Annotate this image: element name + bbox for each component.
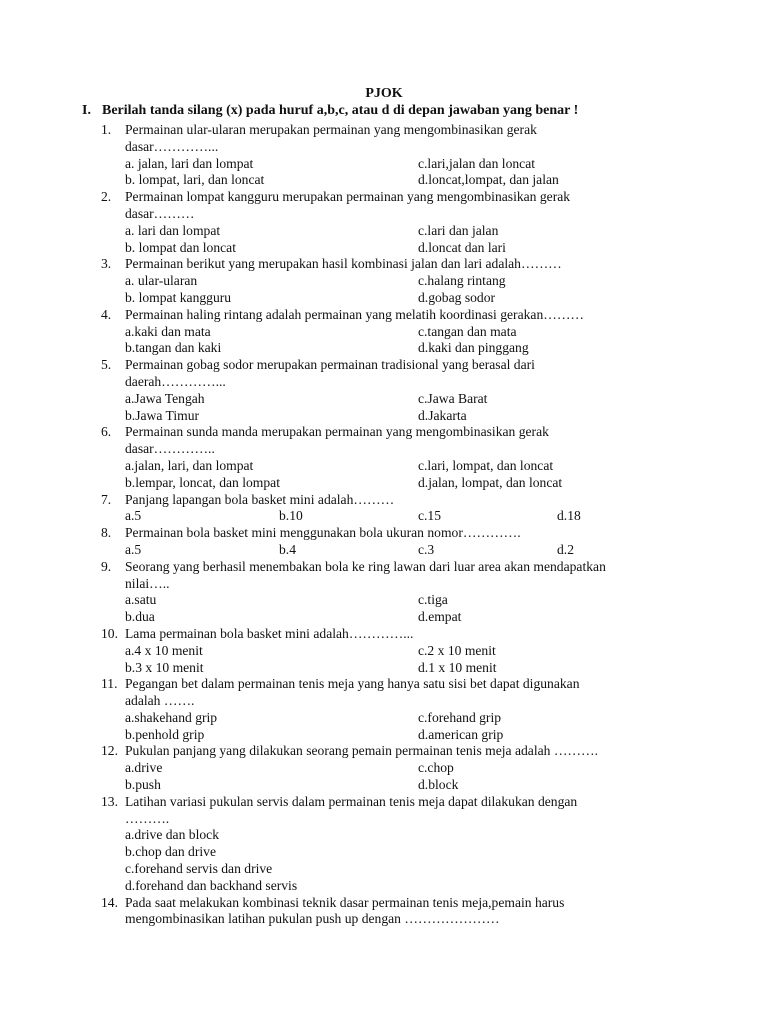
question-text-continued: dasar……… <box>125 205 195 221</box>
question-line <box>0 424 768 441</box>
answer-option: a. lari dan lompat <box>125 222 221 238</box>
answer-option: b.Jawa Timur <box>125 407 200 423</box>
question-number-text: 6. <box>101 424 112 440</box>
answer-option: d.2 <box>557 541 574 557</box>
question-item <box>0 559 768 626</box>
answer-option: b. lompat dan loncat <box>125 239 236 255</box>
answer-option: d.Jakarta <box>418 407 467 423</box>
answer-option: b.dua <box>125 609 155 625</box>
answer-option: d.gobag sodor <box>418 289 496 305</box>
question-line <box>0 743 768 760</box>
question-number <box>0 626 125 643</box>
options-row <box>0 592 768 609</box>
question-number-text: 3. <box>101 256 112 272</box>
question-text: Lama permainan bola basket mini adalah…………... <box>125 625 414 641</box>
answer-option: d.loncat dan lari <box>418 239 506 255</box>
question-list <box>0 122 768 928</box>
question-item <box>0 525 768 559</box>
answer-option: c.tangan dan mata <box>418 323 517 339</box>
answer-option: c.lari, lompat, dan loncat <box>418 457 554 473</box>
answer-option: d.kaki dan pinggang <box>418 340 529 356</box>
answer-option: c.halang rintang <box>418 273 506 289</box>
question-line <box>0 794 768 811</box>
question-line <box>0 676 768 693</box>
options-row <box>0 240 768 257</box>
answer-option: c.forehand servis dan drive <box>125 861 273 877</box>
question-number-text: 13. <box>101 793 118 809</box>
options-row <box>0 324 768 341</box>
answer-option: d.empat <box>418 609 462 625</box>
options-row <box>0 172 768 189</box>
answer-option: b. lompat, lari, dan loncat <box>125 172 265 188</box>
answer-option: d.block <box>418 777 459 793</box>
question-number <box>0 256 125 273</box>
answer-option: b.tangan dan kaki <box>125 340 222 356</box>
question-item <box>0 424 768 491</box>
question-number-text: 7. <box>101 491 112 507</box>
question-item <box>0 794 768 895</box>
answer-option: a.5 <box>125 541 142 557</box>
answer-option: b.10 <box>279 508 303 524</box>
question-text: Seorang yang berhasil menembakan bola ke ring lawan dari luar area akan mendapatkan <box>125 558 606 574</box>
question-item <box>0 189 768 256</box>
options-row <box>0 408 768 425</box>
section-numeral: I. <box>82 103 91 118</box>
answer-option: b.push <box>125 777 161 793</box>
question-number-text: 4. <box>101 306 112 322</box>
options-row <box>0 156 768 173</box>
options-row <box>0 643 768 660</box>
question-number <box>0 895 125 912</box>
answer-option: b.lempar, loncat, dan lompat <box>125 474 280 490</box>
options-row <box>0 273 768 290</box>
answer-option: c.3 <box>418 541 435 557</box>
question-number <box>0 794 125 811</box>
question-text-continued: nilai….. <box>125 575 170 591</box>
options-row <box>0 290 768 307</box>
question-number-text: 12. <box>101 743 118 759</box>
question-text: Permainan lompat kangguru merupakan permainan yang mengombinasikan gerak <box>125 189 571 205</box>
answer-option: a.drive dan block <box>125 827 219 843</box>
instruction-text: Berilah tanda silang (x) pada huruf a,b,c, atau d di depan jawaban yang benar ! <box>102 103 579 118</box>
question-text: Pada saat melakukan kombinasi teknik dasar permainan tenis meja,pemain harus <box>125 894 565 910</box>
question-item <box>0 357 768 424</box>
question-number <box>0 743 125 760</box>
question-number <box>0 559 125 576</box>
question-item <box>0 895 768 929</box>
options-row <box>0 777 768 794</box>
question-number-text: 14. <box>101 894 118 910</box>
answer-option: a.shakehand grip <box>125 709 218 725</box>
answer-option: c.forehand grip <box>418 709 502 725</box>
question-text-continued: adalah ……. <box>125 693 195 709</box>
answer-option: d.forehand dan backhand servis <box>125 877 298 893</box>
answer-option: b.4 <box>279 541 296 557</box>
options-row <box>0 391 768 408</box>
question-text: Permainan haling rintang adalah permainan yang melatih koordinasi gerakan……… <box>125 306 585 322</box>
question-number <box>0 307 125 324</box>
question-number <box>0 357 125 374</box>
answer-option: a.Jawa Tengah <box>125 390 205 406</box>
options-row <box>0 727 768 744</box>
answer-option: c.Jawa Barat <box>418 390 488 406</box>
question-text: Latihan variasi pukulan servis dalam permainan tenis meja dapat dilakukan dengan <box>125 793 578 809</box>
answer-option: c.tiga <box>418 592 448 608</box>
question-line <box>0 525 768 542</box>
question-text: Panjang lapangan bola basket mini adalah……… <box>125 491 395 507</box>
question-number <box>0 676 125 693</box>
document-title: PJOK <box>365 86 403 101</box>
options-row <box>0 542 768 559</box>
question-item <box>0 256 768 306</box>
question-line <box>0 559 768 576</box>
question-line <box>0 122 768 139</box>
question-number-text: 11. <box>101 676 118 692</box>
question-item <box>0 676 768 743</box>
question-line <box>0 626 768 643</box>
answer-option: a.kaki dan mata <box>125 323 211 339</box>
answer-option: b.3 x 10 menit <box>125 659 204 675</box>
question-text: Permainan sunda manda merupakan permainan yang mengombinasikan gerak <box>125 424 549 440</box>
question-item <box>0 492 768 526</box>
question-line <box>0 189 768 206</box>
answer-option: d.1 x 10 menit <box>418 659 497 675</box>
question-number <box>0 122 125 139</box>
question-text: Permainan berikut yang merupakan hasil kombinasi jalan dan lari adalah……… <box>125 256 562 272</box>
question-item <box>0 743 768 793</box>
answer-option: b.chop dan drive <box>125 844 216 860</box>
answer-option: c.15 <box>418 508 442 524</box>
options-row <box>0 340 768 357</box>
question-number-text: 1. <box>101 122 112 137</box>
question-line <box>0 256 768 273</box>
answer-option: a.jalan, lari, dan lompat <box>125 457 254 473</box>
question-text: Pegangan bet dalam permainan tenis meja yang hanya satu sisi bet dapat digunakan <box>125 676 580 692</box>
question-text-continued: daerah…………... <box>125 373 226 389</box>
question-line <box>0 307 768 324</box>
answer-option: a. jalan, lari dan lompat <box>125 155 254 171</box>
options-row <box>0 223 768 240</box>
options-row <box>0 660 768 677</box>
section-instruction <box>82 103 578 120</box>
question-number <box>0 189 125 206</box>
question-item <box>0 307 768 357</box>
question-text-continued: mengombinasikan latihan pukulan push up dengan ………………… <box>125 911 500 927</box>
answer-option: b. lompat kangguru <box>125 289 232 305</box>
answer-option: a.4 x 10 menit <box>125 642 203 658</box>
question-number-text: 10. <box>101 625 118 641</box>
question-number <box>0 424 125 441</box>
answer-option: d.loncat,lompat, dan jalan <box>418 172 559 188</box>
options-row <box>0 475 768 492</box>
question-number <box>0 492 125 509</box>
question-text: Permainan ular-ularan merupakan permainan yang mengombinasikan gerak <box>125 122 537 137</box>
answer-option: c.lari dan jalan <box>418 222 499 238</box>
answer-option: d.18 <box>557 508 581 524</box>
answer-option: a.satu <box>125 592 157 608</box>
question-number-text: 9. <box>101 558 112 574</box>
answer-option: a.drive <box>125 760 163 776</box>
question-text: Permainan bola basket mini menggunakan bola ukuran nomor…………. <box>125 525 521 541</box>
question-text-continued: dasar………….. <box>125 441 215 457</box>
question-number-text: 5. <box>101 357 112 373</box>
question-text-continued: ………. <box>125 810 170 826</box>
question-text: Pukulan panjang yang dilakukan seorang pemain permainan tenis meja adalah ………. <box>125 743 599 759</box>
question-number <box>0 525 125 542</box>
answer-option: c.chop <box>418 760 454 776</box>
question-number-text: 8. <box>101 525 112 541</box>
question-number-text: 2. <box>101 189 112 205</box>
answer-option: c.lari,jalan dan loncat <box>418 155 536 171</box>
question-item <box>0 626 768 676</box>
question-line <box>0 492 768 509</box>
options-row <box>0 760 768 777</box>
options-row <box>0 458 768 475</box>
options-row <box>0 508 768 525</box>
question-line <box>0 895 768 912</box>
answer-option: d.jalan, lompat, dan loncat <box>418 474 563 490</box>
answer-option: a. ular-ularan <box>125 273 198 289</box>
options-row <box>0 710 768 727</box>
answer-option: b.penhold grip <box>125 726 205 742</box>
options-row <box>0 609 768 626</box>
question-text: Permainan gobag sodor merupakan permainan tradisional yang berasal dari <box>125 357 535 373</box>
question-item <box>0 122 768 189</box>
answer-option: d.american grip <box>418 726 504 742</box>
question-line <box>0 357 768 374</box>
answer-option: a.5 <box>125 508 142 524</box>
answer-option: c.2 x 10 menit <box>418 642 496 658</box>
question-text-continued: dasar…………... <box>125 138 219 154</box>
